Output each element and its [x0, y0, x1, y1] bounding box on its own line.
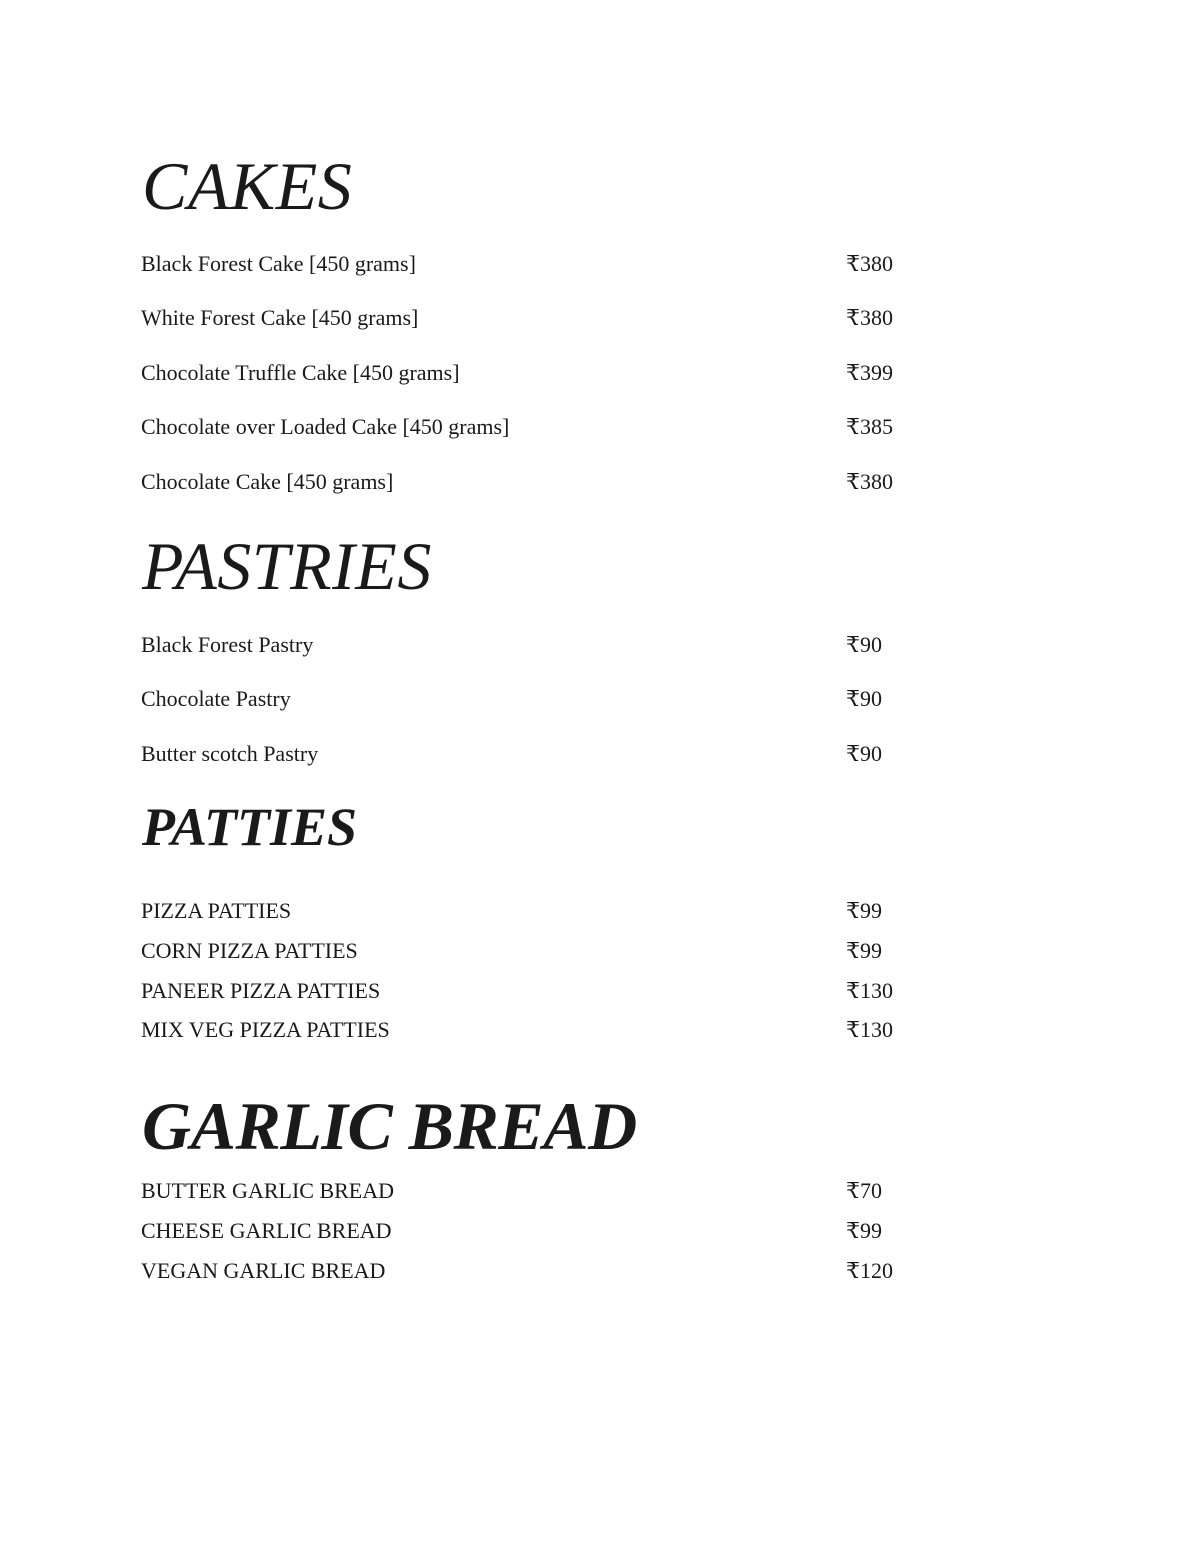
- menu-item: [141, 467, 901, 497]
- item-price: ₹380: [846, 305, 893, 330]
- menu-item: [141, 303, 901, 333]
- item-name: VEGAN GARLIC BREAD: [141, 1258, 386, 1283]
- menu-item: [141, 976, 901, 1006]
- item-name: Black Forest Cake [450 grams]: [141, 251, 416, 276]
- item-price: ₹380: [846, 251, 893, 276]
- section-heading-garlic-bread: GARLIC BREAD: [142, 1088, 637, 1164]
- item-name: Chocolate Pastry: [141, 686, 291, 711]
- item-name: MIX VEG PIZZA PATTIES: [141, 1017, 390, 1042]
- section-heading-cakes: CAKES: [142, 148, 353, 224]
- item-price: ₹90: [846, 632, 882, 657]
- item-name: PANEER PIZZA PATTIES: [141, 978, 381, 1003]
- item-name: Black Forest Pastry: [141, 632, 314, 657]
- item-price: ₹130: [846, 1017, 893, 1042]
- menu-item: [141, 896, 901, 926]
- item-name: White Forest Cake [450 grams]: [141, 305, 419, 330]
- item-price: ₹385: [846, 414, 893, 439]
- menu-item: [141, 739, 901, 769]
- menu-item: [141, 630, 901, 660]
- menu-item: [141, 1216, 901, 1246]
- item-price: ₹99: [846, 1218, 882, 1243]
- section-heading-patties: PATTIES: [142, 797, 358, 857]
- item-name: Chocolate over Loaded Cake [450 grams]: [141, 414, 510, 439]
- item-price: ₹90: [846, 686, 882, 711]
- item-price: ₹380: [846, 469, 893, 494]
- menu-item: [141, 1015, 901, 1045]
- item-price: ₹99: [846, 898, 882, 923]
- item-price: ₹90: [846, 741, 882, 766]
- item-price: ₹120: [846, 1258, 893, 1283]
- item-name: Butter scotch Pastry: [141, 741, 319, 766]
- item-price: ₹130: [846, 978, 893, 1003]
- menu-item: [141, 1176, 901, 1206]
- menu-item: [141, 684, 901, 714]
- menu-item: [141, 936, 901, 966]
- menu-item: [141, 412, 901, 442]
- item-name: CHEESE GARLIC BREAD: [141, 1218, 392, 1243]
- item-name: Chocolate Cake [450 grams]: [141, 469, 394, 494]
- menu-item: [141, 358, 901, 388]
- item-name: CORN PIZZA PATTIES: [141, 938, 358, 963]
- item-price: ₹70: [846, 1178, 882, 1203]
- item-name: Chocolate Truffle Cake [450 grams]: [141, 360, 460, 385]
- section-heading-pastries: PASTRIES: [142, 528, 432, 604]
- menu-item: [141, 249, 901, 279]
- item-name: PIZZA PATTIES: [141, 898, 292, 923]
- item-price: ₹399: [846, 360, 893, 385]
- item-price: ₹99: [846, 938, 882, 963]
- menu-item: [141, 1256, 901, 1286]
- item-name: BUTTER GARLIC BREAD: [141, 1178, 394, 1203]
